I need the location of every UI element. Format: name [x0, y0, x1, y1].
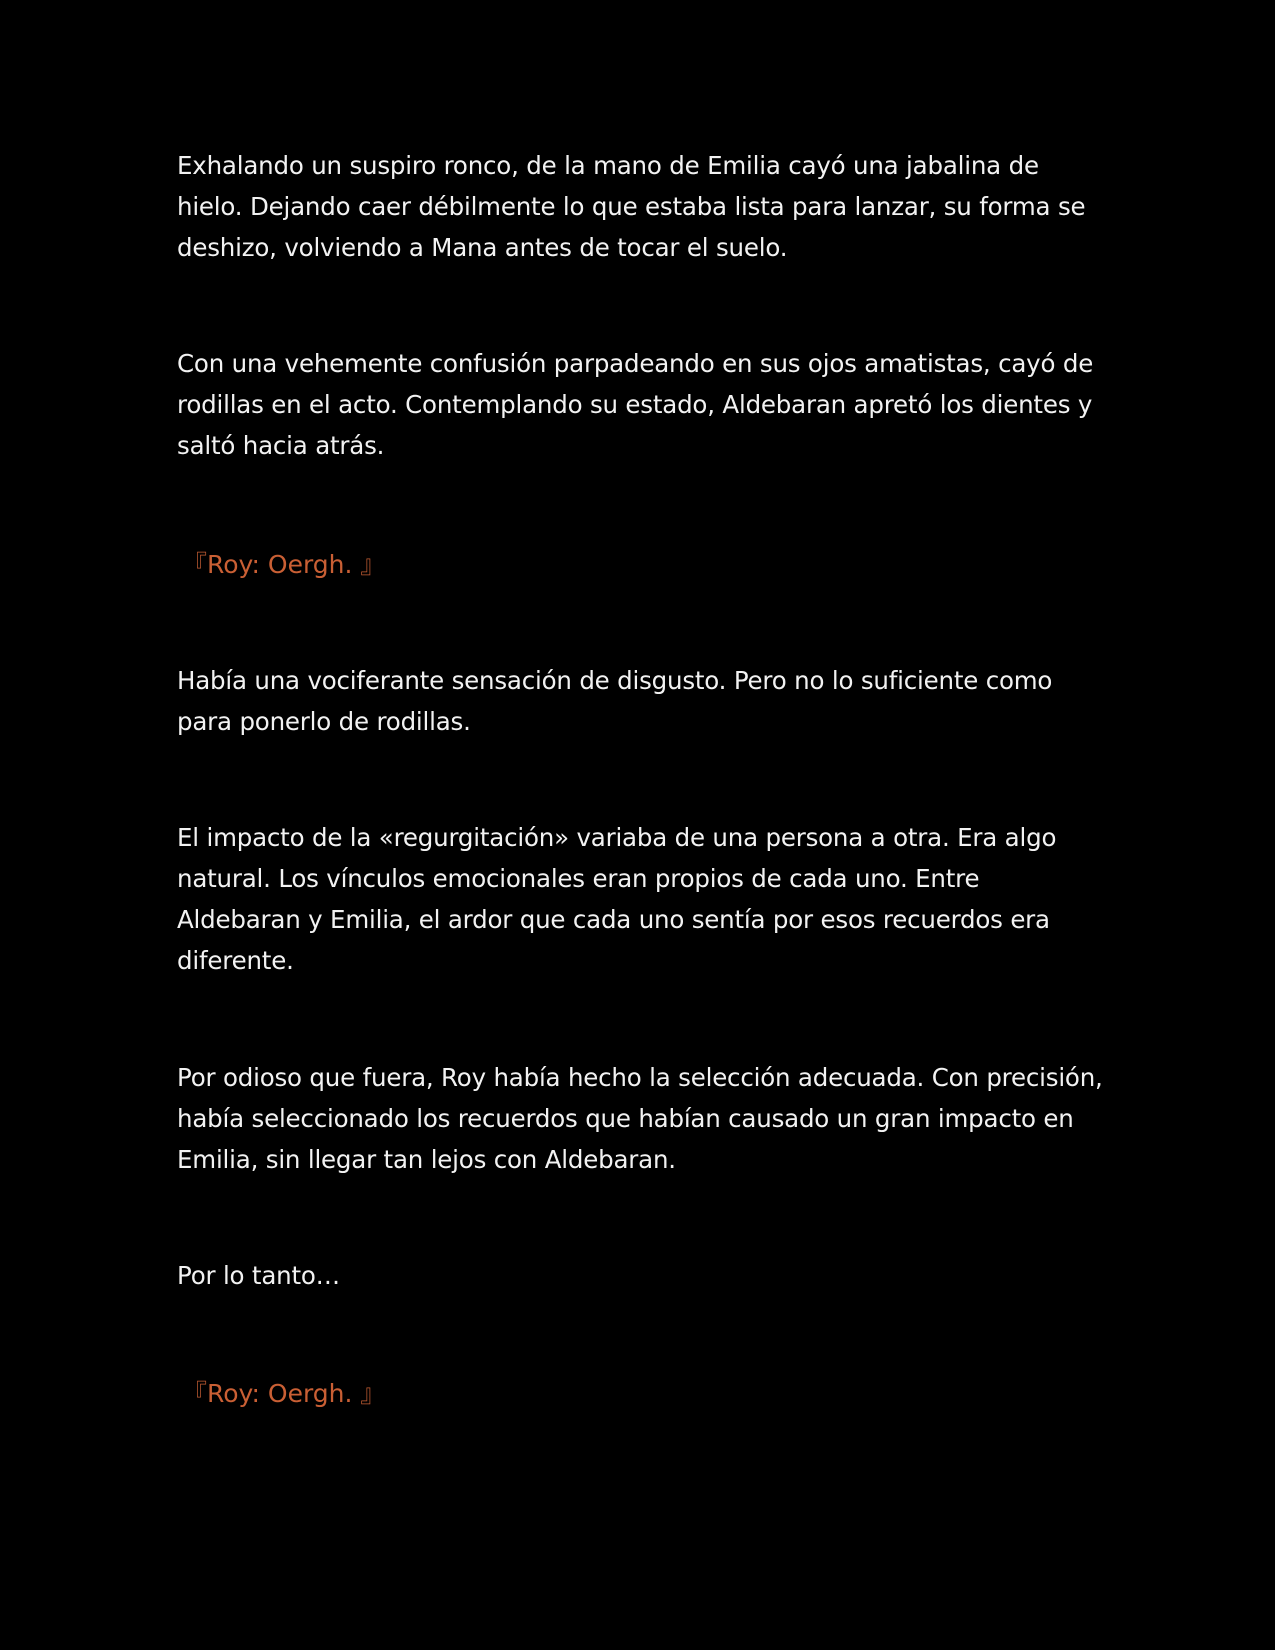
paragraph-roy-selection: Por odioso que fuera, Roy había hecho la selección adecuada. Con precisión, había seleccionado los recuerdos que habían causado un gran impacto en Emilia, sin llegar tan lejos con Aldebaran.	[177, 1063, 1103, 1174]
dialogue-roy-1: 『Roy: Oergh. 』	[182, 550, 386, 579]
paragraph-disgust: Había una vociferante sensación de disgusto. Pero no lo suficiente como para ponerlo de rodillas.	[177, 666, 1053, 736]
dialogue-roy-2: 『Roy: Oergh. 』	[182, 1379, 386, 1408]
paragraph-javelin-falls: Exhalando un suspiro ronco, de la mano de Emilia cayó una jabalina de hielo. Dejando caer débilmente lo que estaba lista para lanzar, su forma se deshizo, volviendo a Mana antes de tocar el suelo.	[177, 151, 1086, 262]
paragraph-emilia-kneels: Con una vehemente confusión parpadeando en sus ojos amatistas, cayó de rodillas en el acto. Contemplando su estado, Aldebaran apretó los dientes y saltó hacia atrás.	[177, 349, 1094, 460]
paragraph-regurgitation-impact: El impacto de la «regurgitación» variaba de una persona a otra. Era algo natural. Los vínculos emocionales eran propios de cada uno. Entre Aldebaran y Emilia, el ardor que cada uno sentía por esos recuerdos era diferente.	[177, 823, 1057, 975]
paragraph-therefore: Por lo tanto…	[177, 1261, 340, 1290]
